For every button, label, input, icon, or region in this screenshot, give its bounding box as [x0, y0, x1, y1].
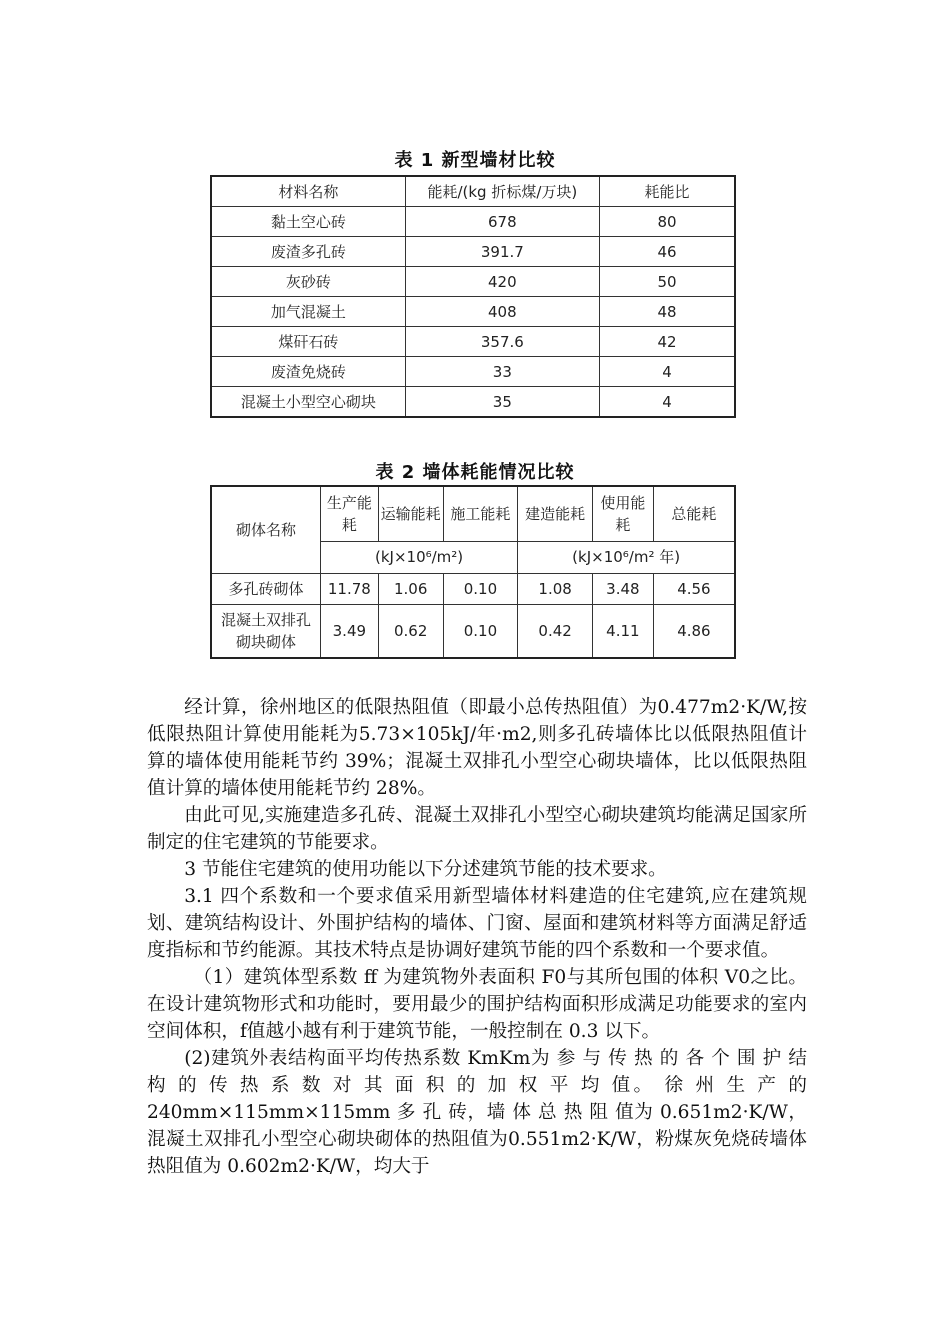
section-heading: 3 节能住宅建筑的使用功能以下分述建筑节能的技术要求。: [184, 859, 667, 880]
table2-cell: 4.86: [653, 604, 735, 658]
subsection-paragraph: 3.1 四个系数和一个要求值采用新型墙体材料建造的住宅建筑,应在建筑规划、建筑结构设计、外围护结构的墙体、门窗、屋面和建筑材料等方面满足舒适度指标和节约能源。其技术特点是协调好建筑节能的四个系数和一个要求值。: [147, 886, 807, 961]
table2-cell: 3.48: [592, 573, 653, 604]
table-row: [211, 357, 735, 387]
table1-cell: 420: [405, 267, 599, 297]
table1-cell: 50: [600, 267, 736, 297]
paragraph: （1）建筑体型系数 ff 为建筑物外表面积 F0与其所包围的体积 V0之比。在设计建筑物形式和功能时，要用最少的围护结构面积形成满足功能要求的室内空间体积，f值越小越有利于建筑节能，一般控制在 0.3 以下。: [147, 967, 807, 1042]
table1-cell: 4: [600, 357, 736, 387]
table-row: [211, 237, 735, 267]
table1-material-cell: 混凝土小型空心砌块: [211, 387, 405, 418]
table1-cell: 678: [405, 207, 599, 237]
table1-material-cell: 废渣免烧砖: [211, 357, 405, 387]
table2-cell: 11.78: [320, 573, 378, 604]
table1-cell: 357.6: [405, 327, 599, 357]
table2: [210, 485, 736, 659]
paragraph: 经计算，徐州地区的低限热阻值（即最小总传热阻值）为0.477m2·K/W,按低限热阻计算使用能耗为5.73×105kJ/年·m2,则多孔砖墙体比以低限热阻值计算的墙体使用能耗节约 39%；混凝土双排孔小型空心砌块墙体，比以低限热阻值计算的墙体使用能耗节约 28%。: [147, 697, 807, 799]
table2-cell: 0.10: [443, 604, 518, 658]
table1-material-cell: 黏土空心砖: [211, 207, 405, 237]
table2-header-cell: 施工能耗: [443, 486, 518, 541]
table2-cell: 0.10: [443, 573, 518, 604]
table1-header-row: [211, 176, 735, 207]
table1: [210, 175, 736, 418]
table-row: [211, 387, 735, 418]
table1-material-cell: 废渣多孔砖: [211, 237, 405, 267]
body-text: [147, 694, 807, 1180]
table2-cell: 4.56: [653, 573, 735, 604]
table2-caption: 表 2 墙体耗能情况比较: [375, 462, 575, 483]
table2-row-name: 多孔砖砌体: [211, 573, 320, 604]
table1-cell: 42: [600, 327, 736, 357]
table1-cell: 391.7: [405, 237, 599, 267]
table2-row-name: 混凝土双排孔砌块砌体: [211, 604, 320, 658]
table2-header-cell: 运输能耗: [378, 486, 443, 541]
table2-name-header: 砌体名称: [211, 486, 320, 573]
table1-cell: 35: [405, 387, 599, 418]
table2-cell: 1.06: [378, 573, 443, 604]
table-row: [211, 327, 735, 357]
table1-material-cell: 灰砂砖: [211, 267, 405, 297]
table1-cell: 408: [405, 297, 599, 327]
table2-unit-cell: (kJ×10⁶/m²): [320, 541, 517, 573]
table-row: [211, 297, 735, 327]
table2-cell: 0.62: [378, 604, 443, 658]
table2-cell: 0.42: [518, 604, 593, 658]
table1-header-cell: 材料名称: [211, 176, 405, 207]
table2-cell: 1.08: [518, 573, 593, 604]
table-row: [211, 207, 735, 237]
table1-cell: 33: [405, 357, 599, 387]
table2-header-cell: 使用能耗: [592, 486, 653, 541]
table2-cell: 3.49: [320, 604, 378, 658]
table1-caption: 表 1 新型墙材比较: [394, 150, 556, 171]
table1-cell: 46: [600, 237, 736, 267]
paragraph: 由此可见,实施建造多孔砖、混凝土双排孔小型空心砌块建筑均能满足国家所制定的住宅建筑的节能要求。: [147, 805, 807, 853]
table1-header-cell: 能耗/(kg 折标煤/万块): [405, 176, 599, 207]
table2-unit-cell: (kJ×10⁶/m² 年): [518, 541, 735, 573]
table2-header-cell: 总能耗: [653, 486, 735, 541]
table2-cell: 4.11: [592, 604, 653, 658]
table1-material-cell: 煤矸石砖: [211, 327, 405, 357]
table1-material-cell: 加气混凝土: [211, 297, 405, 327]
table1-header-cell: 耗能比: [600, 176, 736, 207]
table-row: [211, 267, 735, 297]
table1-cell: 48: [600, 297, 736, 327]
paragraph: (2)建筑外表结构面平均传热系数 KmKm为 参 与 传 热 的 各 个 围 护 结 构 的 传 热 系 数 对 其 面 积 的 加 权 平 均 值。 徐 州 生 产 的240mm×115mm×115mm 多 孔 砖，墙 体 总 热 阻 值为 0.651m2·K/W，混凝土双排孔小型空心砌块砌体的热阻值为0.551m2·K/W，粉煤灰免烧砖墙体热阻值为 0.602m2·K/W，均大于: [147, 1048, 807, 1177]
table1-cell: 4: [600, 387, 736, 418]
table1-cell: 80: [600, 207, 736, 237]
table2-header-cell: 建造能耗: [518, 486, 593, 541]
table2-header-cell: 生产能耗: [320, 486, 378, 541]
